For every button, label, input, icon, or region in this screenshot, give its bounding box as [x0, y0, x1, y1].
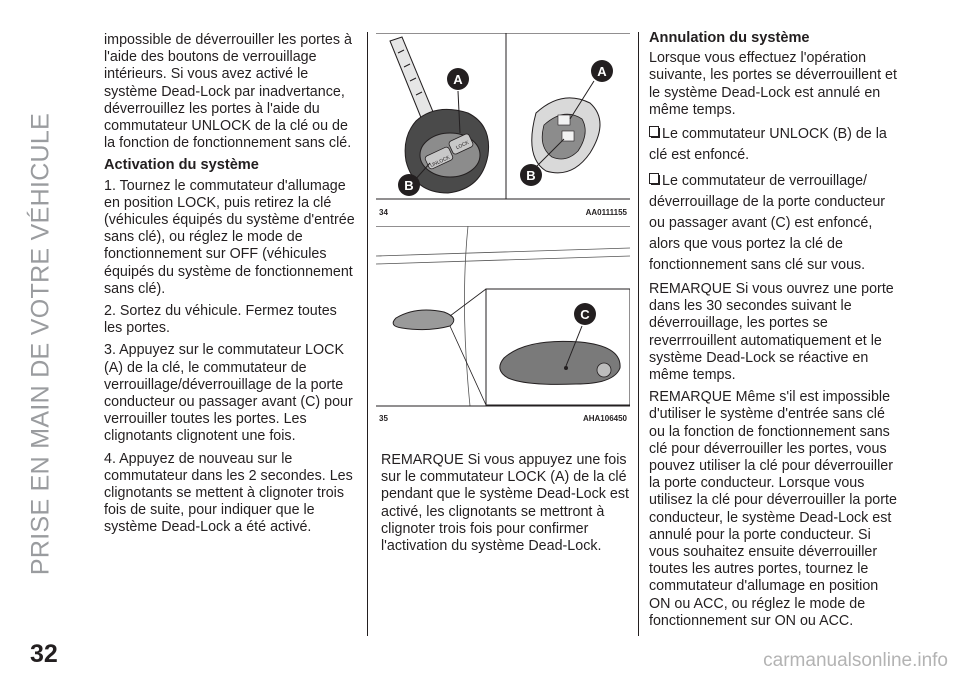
step-4: 4. Appuyez de nouveau sur le commutateur dans les 2 secondes. Les clignotants se mettent à clignoter trois fois de suite, pour indiquer que le système Dead-Lock a été activé. [104, 450, 353, 536]
remark-paragraph: REMARQUE Si vous appuyez une fois sur le commutateur LOCK (A) de la clé pendant que le système Dead-Lock est activé, les clignotants se mettront à clignoter trois fois pour confirmer l'activation du système Dead-Lock. [381, 452, 629, 555]
callout-c-letter: C [580, 307, 590, 322]
small-door-handle-icon [393, 310, 454, 330]
callout-a-letter: A [453, 72, 463, 87]
figure-35-number: 35 [379, 414, 388, 423]
figure-35-code: AHA106450 [582, 414, 627, 423]
figure-34-code: AA0111155 [585, 208, 627, 217]
cancellation-intro: Lorsque vous effectuez l'opération suivante, les portes se déverrouillent et le système Dead-Lock est annulé en même temps. [649, 50, 897, 118]
key-blade-icon [390, 37, 436, 125]
watermark-text: carmanualsonline.info [763, 650, 948, 671]
side-section-title: PRISE EN MAIN DE VOTRE VÉHICULE [26, 112, 55, 576]
column-divider-2 [638, 32, 639, 636]
cancellation-heading: Annulation du système [649, 30, 810, 46]
text-column-1 [104, 32, 357, 542]
door-handle-illustration [376, 226, 630, 428]
text-column-3 [649, 30, 897, 635]
figure-34 [376, 33, 630, 221]
bullet-2-text: Le commutateur de verrouillage/ déverrouillage de la porte conducteur ou passager avant (C) est enfoncé, alors que vous portez la clé de fonctionnement sans clé sur vous. [649, 173, 886, 274]
box-bullet-icon [649, 126, 659, 137]
callout-b2-letter: B [526, 168, 536, 183]
bullet-1-text: Le commutateur UNLOCK (B) de la clé est enfoncé. [649, 126, 887, 164]
bullet-item-2 [649, 171, 897, 276]
intro-paragraph: impossible de déverrouiller les portes à l'aide des boutons de verrouillage intérieurs. Si vous avez activé le système Dead-Lock par inadvertance, déverrouillez les portes à l'aide du commutateur UNLOCK de la clé ou de la fonction de fonctionnement sans clé. [104, 32, 352, 152]
step-2: 2. Sortez du véhicule. Fermez toutes les portes. [104, 303, 337, 337]
box-bullet-icon [649, 173, 659, 184]
remark-1: REMARQUE Si vous ouvrez une porte dans les 30 secondes suivant le déverrouillage, les portes se reverrrouillent automatiquement et le système Dead-Lock se réactive en même temps. [649, 281, 894, 384]
activation-heading: Activation du système [104, 157, 259, 174]
column-divider-1 [367, 32, 368, 636]
step-1: 1. Tournez le commutateur d'allumage en position LOCK, puis retirez la clé (véhicules équipés du système d'entrée sans clé), ou réglez le mode de fonctionnement sur OFF (véhicules équipés du système de fonctionnement sans clé). [104, 177, 355, 297]
page-number: 32 [30, 640, 58, 668]
callout-a2-letter: A [597, 64, 607, 79]
unlock-button-label: UNLOCK [429, 154, 451, 169]
zoom-line-top [450, 289, 486, 316]
remark-2: REMARQUE Même s'il est impossible d'utiliser le système d'entrée sans clé ou la fonction de fonctionnement sans clé pour déverrouiller les portes, vous pouvez utiliser la clé pour déverrouiller la porte conducteur. Lorsque vous utilisez la clé pour déverrouiller la porte conducteur, le système Dead-Lock est annulé pour la porte conducteur. Si vous souhaitez ensuite déverrouiller toutes les autres portes, tournez le commutateur d'allumage en position ON ou ACC, ou réglez le mode de fonctionnement sur ON ou ACC. [649, 389, 897, 629]
bullet-item-1 [649, 124, 897, 166]
lock-button-label: LOCK [455, 139, 471, 152]
figure-35 [376, 226, 630, 428]
step-3: 3. Appuyez sur le commutateur LOCK (A) de la clé, le commutateur de verrouillage/déverrouillage de la porte conducteur ou passager avant (C) pour verrouiller toutes les portes. Les clignotants clignotent une fois. [104, 342, 353, 445]
callout-b-letter: B [404, 178, 414, 193]
text-column-2 [381, 452, 631, 560]
key-illustration [376, 33, 630, 221]
figure-34-number: 34 [379, 208, 388, 217]
zoom-line-bottom [450, 326, 486, 405]
door-trim-lines [376, 248, 630, 264]
